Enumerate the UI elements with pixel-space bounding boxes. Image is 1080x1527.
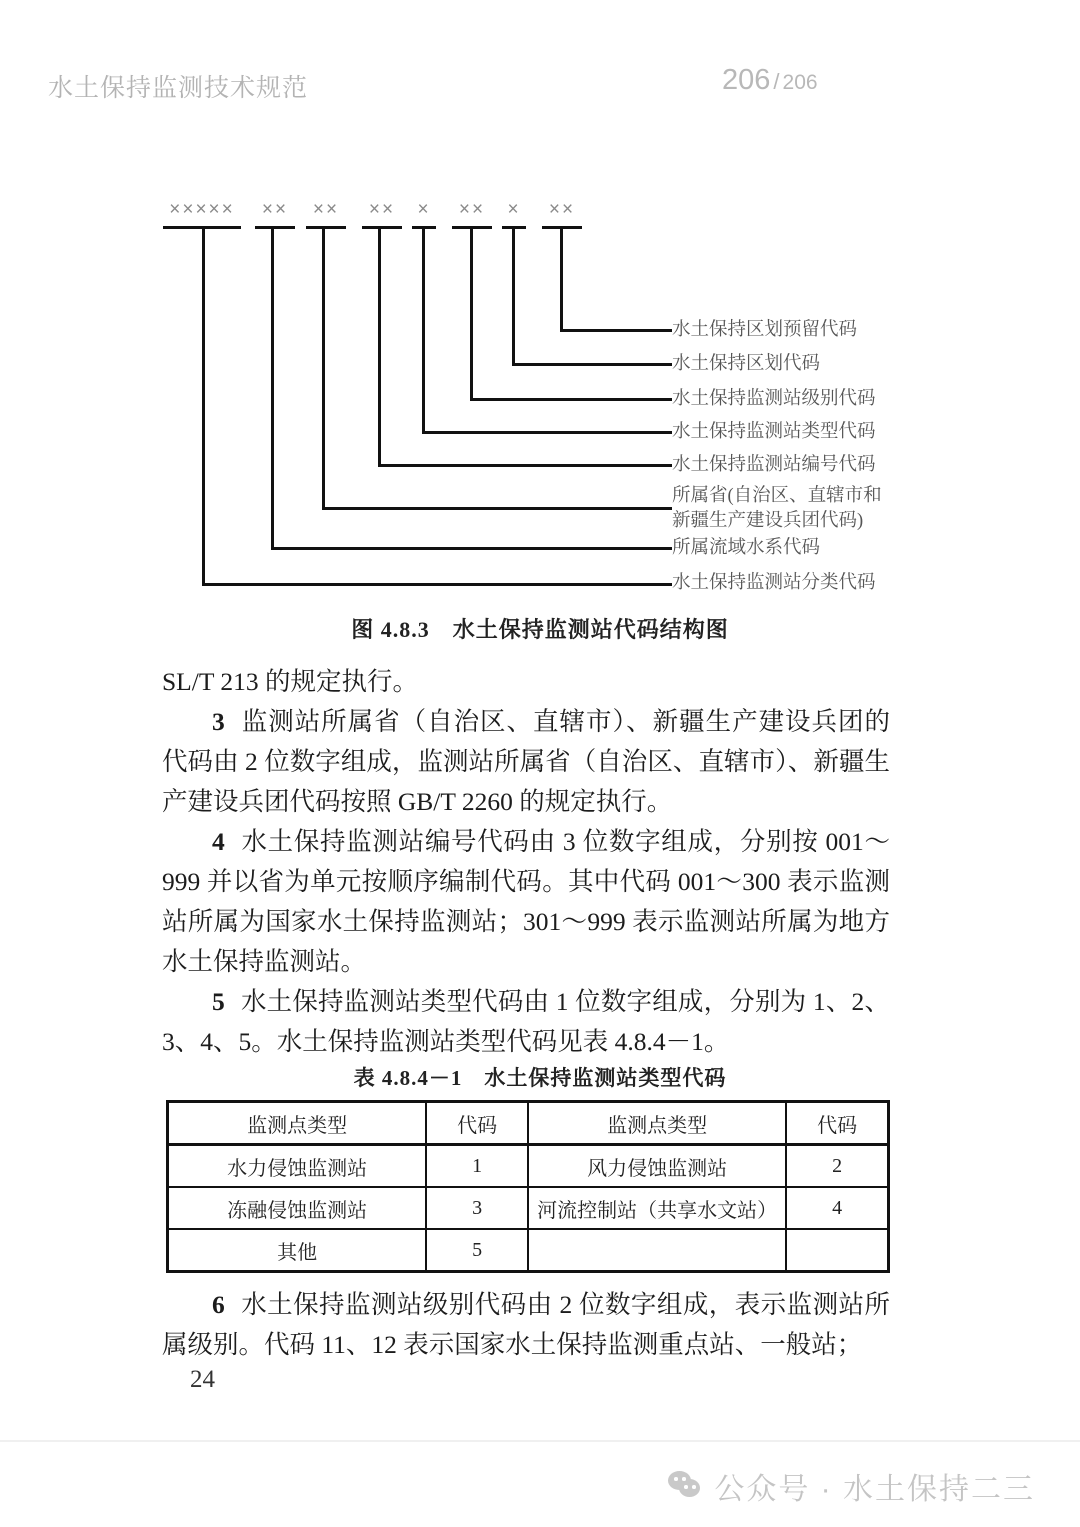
- wechat-eye-dot: [692, 1485, 696, 1489]
- paragraph-sl-reference: SL/T 213 的规定执行。: [162, 667, 418, 696]
- code-group-4: ××: [368, 199, 396, 220]
- code-group-5: ×: [417, 199, 431, 220]
- table-cell-type-empty: [528, 1229, 786, 1272]
- diagram-label-6-line1: 所属省(自治区、直辖市和: [672, 486, 882, 506]
- paragraph-3-text: 监测站所属省（自治区、直辖市）、新疆生产建设兵团的代码由 2 位数字组成，监测站所属省（自治区、直辖市）、新疆生产建设兵团代码按照 GB/T 2260 的规定执行。: [162, 707, 890, 816]
- paragraph-5-number: 5: [212, 987, 225, 1016]
- connector-vertical-7: [512, 226, 515, 363]
- wechat-icon: [668, 1471, 702, 1501]
- table-cell-type: 其他: [168, 1229, 427, 1272]
- paragraph-4-number: 4: [212, 827, 225, 856]
- paragraph-5: [162, 982, 890, 1062]
- connector-vertical-3: [322, 226, 325, 507]
- code-group-bar-3: [306, 226, 346, 229]
- code-group-3: ××: [312, 199, 340, 220]
- paragraph-3-number: 3: [212, 707, 225, 736]
- connector-horizontal-7: [512, 363, 672, 366]
- paragraph-3: [162, 702, 890, 822]
- table-header-code-left: 代码: [426, 1102, 528, 1145]
- connector-vertical-1: [202, 226, 205, 583]
- diagram-label-7: 所属流域水系代码: [672, 538, 821, 558]
- total-page-number: 206: [782, 71, 818, 94]
- connector-horizontal-4: [378, 464, 672, 467]
- table-header-type-right: 监测点类型: [528, 1102, 786, 1145]
- table-cell-type: 河流控制站（共享水文站）: [528, 1187, 786, 1229]
- diagram-label-1: 水土保持区划预留代码: [672, 320, 858, 340]
- diagram-label-4: 水土保持监测站类型代码: [672, 422, 876, 442]
- table-cell-type: 冻融侵蚀监测站: [168, 1187, 427, 1229]
- connector-vertical-8: [560, 226, 563, 329]
- diagram-label-5: 水土保持监测站编号代码: [672, 455, 876, 475]
- wechat-eye-dot: [682, 1477, 686, 1481]
- table-cell-code: 4: [786, 1187, 888, 1229]
- code-group-2: ××: [261, 199, 289, 220]
- code-group-8: ××: [548, 199, 576, 220]
- connector-vertical-4: [378, 226, 381, 464]
- wechat-bubble-small: [679, 1479, 700, 1497]
- diagram-label-6-line2: 新疆生产建设兵团代码): [672, 511, 864, 531]
- connector-horizontal-3: [322, 507, 672, 510]
- diagram-label-8: 水土保持监测站分类代码: [672, 573, 876, 593]
- connector-vertical-5: [422, 226, 425, 431]
- diagram-label-2: 水土保持区划代码: [672, 354, 821, 374]
- table-row: [168, 1145, 889, 1188]
- code-group-bar-2: [255, 226, 295, 229]
- diagram-label-3: 水土保持监测站级别代码: [672, 389, 876, 409]
- table-header-row: [168, 1102, 889, 1145]
- wechat-eye-dot: [684, 1485, 688, 1489]
- current-page-number: 206: [722, 64, 771, 96]
- connector-vertical-2: [271, 226, 274, 547]
- table-cell-code: 3: [426, 1187, 528, 1229]
- code-group-6: ××: [458, 199, 486, 220]
- page-separator: /: [773, 69, 780, 94]
- connector-horizontal-2: [271, 547, 672, 550]
- table-row: [168, 1229, 889, 1272]
- station-type-code-table: [166, 1100, 890, 1273]
- document-title: 水土保持监测技术规范: [48, 74, 309, 102]
- connector-vertical-6: [470, 226, 473, 398]
- table-cell-code-empty: [786, 1229, 888, 1272]
- connector-horizontal-8: [560, 329, 672, 332]
- connector-horizontal-1: [202, 583, 672, 586]
- paragraph-4: [162, 822, 890, 982]
- table-cell-type: 风力侵蚀监测站: [528, 1145, 786, 1188]
- paragraph-4-text: 水土保持监测站编号代码由 3 位数字组成，分别按 001～999 并以省为单元按顺序编制代码。其中代码 001～300 表示监测站所属为国家水土保持监测站；301～999 表示监测站所属为地方水土保持监测站。: [162, 827, 890, 976]
- table-row: [168, 1187, 889, 1229]
- footer-brand: [668, 1464, 1035, 1508]
- paragraph-6-number: 6: [212, 1290, 225, 1319]
- table-header-code-right: 代码: [786, 1102, 888, 1145]
- connector-horizontal-6: [470, 398, 672, 401]
- table-header-type-left: 监测点类型: [168, 1102, 427, 1145]
- code-group-1: ×××××: [169, 199, 235, 220]
- table-cell-code: 5: [426, 1229, 528, 1272]
- connector-horizontal-5: [422, 431, 672, 434]
- figure-caption: 图 4.8.3 水土保持监测站代码结构图: [351, 617, 729, 642]
- table-cell-code: 2: [786, 1145, 888, 1188]
- code-group-bar-4: [362, 226, 402, 229]
- code-group-7: ×: [507, 199, 521, 220]
- footer-brand-text: 公众号 · 水土保持二三: [714, 1473, 1035, 1506]
- code-structure-diagram: [0, 185, 1080, 605]
- table-caption: 表 4.8.4－1 水土保持监测站类型代码: [353, 1066, 727, 1090]
- paragraph-6-text: 水土保持监测站级别代码由 2 位数字组成，表示监测站所属级别。代码 11、12 表示国家水土保持监测重点站、一般站；: [162, 1290, 890, 1359]
- document-footer: [0, 1440, 1080, 1527]
- table-cell-code: 1: [426, 1145, 528, 1188]
- paragraph-5-text: 水土保持监测站类型代码由 1 位数字组成，分别为 1、2、3、4、5。水土保持监测站类型代码见表 4.8.4－1。: [162, 987, 890, 1056]
- printed-page-number: 24: [190, 1366, 215, 1393]
- table-cell-type: 水力侵蚀监测站: [168, 1145, 427, 1188]
- wechat-eye-dot: [674, 1477, 678, 1481]
- footer-divider: [0, 1440, 1080, 1442]
- paragraph-6: [162, 1285, 890, 1365]
